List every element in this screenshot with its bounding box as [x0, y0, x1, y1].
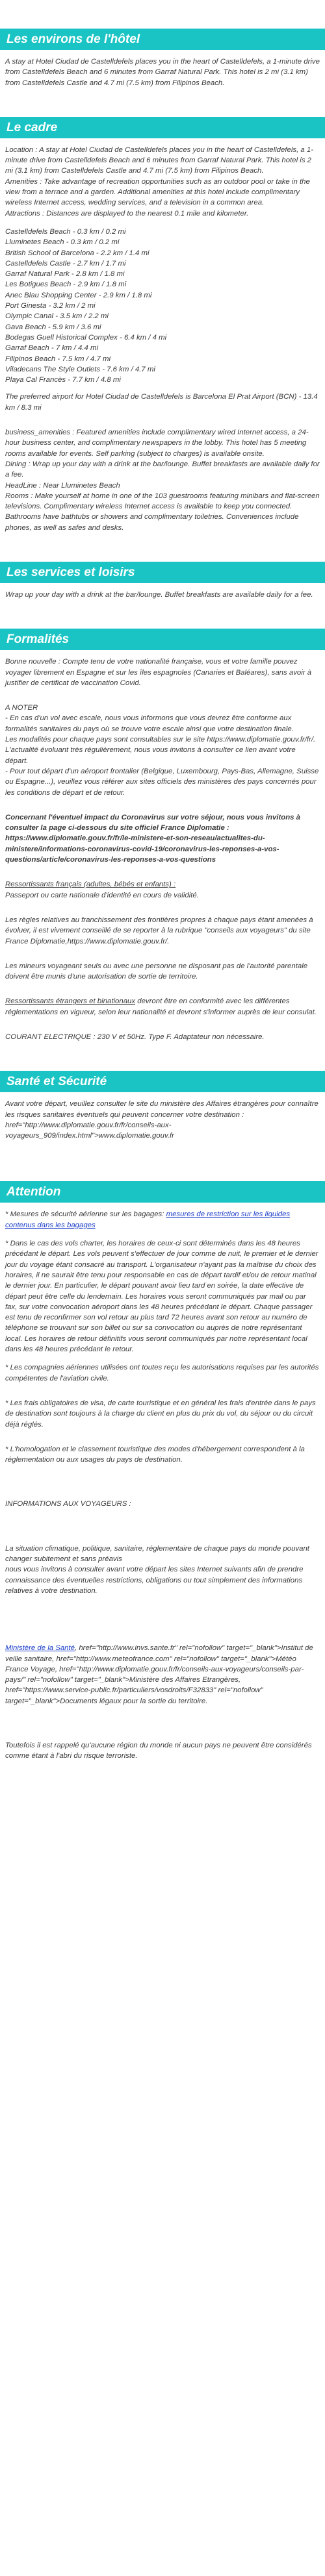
- cadre-amenities: Amenities : Take advantage of recreation opportunities such as an outdoor pool or take in the view from a terrace and a garden. Additional amenities at this hotel include complimentary wireless Internet access, wedding services, and a television in a common area.: [5, 177, 310, 207]
- section-title-cadre: Le cadre: [0, 117, 325, 138]
- attention-horaires: * Dans le cas des vols charter, les horaires de ceux-ci sont déterminés dans les 48 heures précédant le départ. Les vols peuvent s'effectuer de jour comme de nuit, le premier et le dernier jour du voyage étant consacré au transport. L'organisateur n'ayant pas la maîtrise du choix des horaires, il ne saurait être tenu pour responsable en cas de départ tardif et/ou de retour matinal le dernier jour. En particulier, le départ pouvant avoir lieu tard en soirée, la date effective de départ peut être celle du lendemain. Les horaires vous seront communiqués par mail ou par fax, sur votre convocation aéroport dans les 48 heures précédant le départ. Chaque passager est tenu de reconfirmer son vol retour au plus tard 72 heures avant son retour au numéro de téléphone se trouvant sur son billet ou sur sa convocation ou auprès de notre représentant local. Les horaires de retour définitifs vous seront communiqués par notre représentant local dans les 48 heures précédant le retour.: [5, 1240, 318, 1354]
- section-title-formalites: Formalités: [0, 629, 325, 650]
- attention-toutefois: Toutefois il est rappelé qu'aucune région du monde ni aucun pays ne peuvent être considérés comme étant à l'abri du risque terroriste.: [5, 1741, 312, 1760]
- list-item: Castelldefels Beach - 0.3 km / 0.2 mi: [5, 227, 126, 236]
- section-environs: [0, 56, 325, 88]
- etrangers-title: Ressortissants étrangers et binationaux: [5, 997, 136, 1006]
- attention-compagnies: * Les compagnies aériennes utilisées ont toutes reçu les autorisations requises par les autorités compétentes de l'aviation civile.: [5, 1364, 319, 1382]
- formalites-depart: - Pour tout départ d'un aéroport frontalier (Belgique, Luxembourg, Pays-Bas, Allemagne, Suisse ou Espagne...), veuillez vous référer aux sites officiels des ministères des pays concernés pour les conditions de départ et de retour.: [5, 767, 319, 797]
- list-item: Les Botigues Beach - 2.9 km / 1.8 mi: [5, 281, 127, 289]
- infos-text: La situation climatique, politique, sanitaire, réglementaire de chaque pays du monde pouvant changer subitement et sans préavis nous vous invitons à consulter avant votre départ les sites Internet suivants afin de prendre connaissance des éventuelles restrictions, obligations ou tout simplement des informations relatives à votre destination.: [5, 1544, 309, 1595]
- ressortissants-text: Passeport ou carte nationale d'identité en cours de validité.: [5, 891, 199, 899]
- list-item: British School of Barcelona - 2.2 km / 1.4 mi: [5, 249, 150, 257]
- ressortissants-title-text: Ressortissants français (adultes, bébés et enfants) :: [5, 881, 176, 889]
- list-item: Garraf Natural Park - 2.8 km / 1.8 mi: [5, 270, 125, 279]
- list-item: Anec Blau Shopping Center - 2.9 km / 1.8 mi: [5, 291, 152, 299]
- list-item: Filipinos Beach - 7.5 km / 4.7 mi: [5, 355, 111, 363]
- etrangers-text: devront être en conformité avec les différentes réglementations en vigueur, selon leur nationalité et devront s'informer auprès de leur consulat.: [5, 997, 317, 1016]
- section-cadre: [0, 145, 325, 533]
- list-item: Viladecans The Style Outlets - 7.6 km / 4.7 mi: [5, 365, 155, 373]
- formalites-nota-text: - En cas d'un vol avec escale, nous vous informons que vous devrez être conforme aux formalités sanitaires du pays où se trouve votre escale ainsi que votre destination finale.: [5, 714, 294, 733]
- infos-title: INFORMATIONS AUX VOYAGEURS :: [5, 1500, 131, 1508]
- list-item: Gava Beach - 5.9 km / 3.6 mi: [5, 323, 101, 331]
- list-item: Bodegas Guell Historical Complex - 6.4 km / 4 mi: [5, 333, 167, 342]
- cadre-headline: HeadLine : Near Lluminetes Beach: [5, 481, 120, 490]
- services-text: Wrap up your day with a drink at the bar/lounge. Buffet breakfasts are available daily for a fee.: [5, 590, 313, 599]
- cadre-rooms: Rooms : Make yourself at home in one of the 103 guestrooms featuring minibars and flat-screen televisions. Complimentary wireless Internet access is available to keep you connected. Bathrooms have bathtubs or showers and complimentary toiletries. Conveniences include phones, as well as safes and desks.: [5, 492, 320, 532]
- section-formalites: [0, 657, 325, 1042]
- list-item: Lluminetes Beach - 0.3 km / 0.2 mi: [5, 238, 120, 247]
- section-title-environs: Les environs de l'hôtel: [0, 29, 325, 50]
- formalites-regles: Les règles relatives au franchissement des frontières propres à chaque pays étant amenées à évoluer, il est vivement conseillé de se reporter à la rubrique "conseils aux voyageurs" du site France Diplomatie,https://www.diplomatie.gouv.fr/.: [5, 916, 313, 945]
- mesures-link[interactable]: mesures de restriction sur les liquides contenus dans les bagages: [5, 1210, 291, 1229]
- formalites-nota: A NOTER: [5, 704, 38, 712]
- section-services: [0, 590, 325, 600]
- cadre-airport: The preferred airport for Hotel Ciudad de Castelldefels is Barcelona El Prat Airport (BCN) - 13.4 km / 8.3 mi: [5, 393, 318, 412]
- cadre-attractions: Attractions : Distances are displayed to the nearest 0.1 mile and kilometer.: [5, 209, 249, 218]
- cadre-location: Location : A stay at Hotel Ciudad de Castelldefels places you in the heart of Castelldefels, a 1-minute drive from Castelldefels Beach and 6 minutes from Garraf Natural Park. This hotel is 2 mi (3.1 km) from Castelldefels Castle and 4.7 mi (7.5 km) from Filipinos Beach.: [5, 145, 314, 175]
- attention-mesures: [5, 1209, 320, 1231]
- list-item: Castelldefels Castle - 2.7 km / 1.7 mi: [5, 259, 126, 268]
- formalites-courant: COURANT ELECTRIQUE : 230 V et 50Hz. Type F. Adaptateur non nécessaire.: [5, 1033, 265, 1041]
- cadre-dining: Dining : Wrap up your day with a drink at the bar/lounge. Buffet breakfasts are available daily for a fee.: [5, 460, 320, 479]
- formalites-coronavirus: [5, 812, 320, 865]
- environs-text: A stay at Hotel Ciudad de Castelldefels places you in the heart of Castelldefels, a 1-minute drive from Castelldefels Beach and 6 minutes from Garraf Natural Park. This hotel is 2 mi (3.1 km) from Castelldefels Castle and 4.7 mi (7.5 km) from Filipinos Beach.: [5, 58, 320, 87]
- list-item: Garraf Beach - 7 km / 4.4 mi: [5, 344, 99, 353]
- sante-text: Avant votre départ, veuillez consulter le site du ministère des Affaires étrangères pour connaître les risques sanitaires éventuels qui peuvent concerner votre destination : href="http://www.diplomatie.gouv.fr/fr/conseils-aux-voyageurs_909/index.html">www.diplomatie.gouv.fr: [5, 1100, 318, 1140]
- section-title-attention: Attention: [0, 1181, 325, 1203]
- formalites-intro: Bonne nouvelle : Compte tenu de votre nationalité française, vous et votre famille pouvez voyager librement en Espagne et sur les îles espagnoles (Canaries et Baléares), sans avoir à justifier de certificat de vaccination Covid.: [5, 658, 312, 687]
- hotel-info-page: [0, 29, 325, 1762]
- mesures-prefix: * Mesures de sécurité aérienne sur les bagages:: [5, 1210, 166, 1219]
- section-attention: [0, 1209, 325, 1761]
- list-item: Port Ginesta - 3.2 km / 2 mi: [5, 302, 96, 310]
- attractions-list: [5, 227, 320, 385]
- attention-frais: * Les frais obligatoires de visa, de carte touristique et en général les frais d'entrée dans le pays de destination sont toujours à la charge du client en plus du prix du vol, du séjour ou du circuit déjà réglés.: [5, 1399, 316, 1429]
- formalites-etrangers: [5, 996, 320, 1018]
- section-title-sante: Santé et Sécurité: [0, 1071, 325, 1092]
- coronavirus-bold-text: Concernant l'éventuel impact du Coronavirus sur votre séjour, nous vous invitons à consulter la page ci-dessous du site officiel France Diplomatie : https://www.diplomatie.gouv.fr/fr/le-ministere-et-son-reseau/actualites-du-ministere/informations-coronavirus-covid-19/coronavirus-les-reponses-a-vos-questions/article/coronavirus-les-reponses-a-vos-questions: [5, 813, 301, 864]
- ministere-rest: , href="http://www.invs.sante.fr" rel="nofollow" target="_blank">Institut de veille sanitaire, href="http://www.meteofrance.com" rel="nofollow" target="_blank">Météo France Voyage, href="http://www.diplomatie.gouv.fr/fr/conseils-aux-voyageurs/conseils-par-pays/" rel="nofollow" target="_blank">Ministère des Affaires Etrangères, href="https://www.service-public.fr/particuliers/vosdroits/F32833" rel="nofollow" target="_blank">Documents légaux pour la sortie du territoire.: [5, 1644, 313, 1705]
- formalites-modalites: Les modalités pour chaque pays sont consultables sur le site https://www.diplomatie.gouv.fr/fr/. L'actualité évoluant très régulièrement, nous vous invitons à consulter ce lien avant votre départ.: [5, 736, 316, 765]
- list-item: Playa Cal Francès - 7.7 km / 4.8 mi: [5, 376, 121, 384]
- formalites-mineurs: Les mineurs voyageant seuls ou avec une personne ne disposant pas de l'autorité parentale doivent être munis d'une autorisation de sortie de territoire.: [5, 962, 308, 981]
- section-sante: [0, 1099, 325, 1141]
- section-title-services: Les services et loisirs: [0, 562, 325, 583]
- cadre-business: business_amenities : Featured amenities include complimentary wired Internet access, a 24-hour business center, and complimentary newspapers in the lobby. This hotel has 5 meeting rooms available for events. Self parking (subject to charges) is available onsite.: [5, 429, 309, 458]
- ministere-sante-link[interactable]: Ministère de la Santé: [5, 1644, 75, 1653]
- ressortissants-title: [5, 879, 320, 890]
- attention-ministere: [5, 1643, 320, 1707]
- attention-homologation: * L'homologation et le classement touristique des modes d'hébergement correspondent à la réglementation ou aux usages du pays de destination.: [5, 1445, 305, 1464]
- list-item: Olympic Canal - 3.5 km / 2.2 mi: [5, 312, 109, 321]
